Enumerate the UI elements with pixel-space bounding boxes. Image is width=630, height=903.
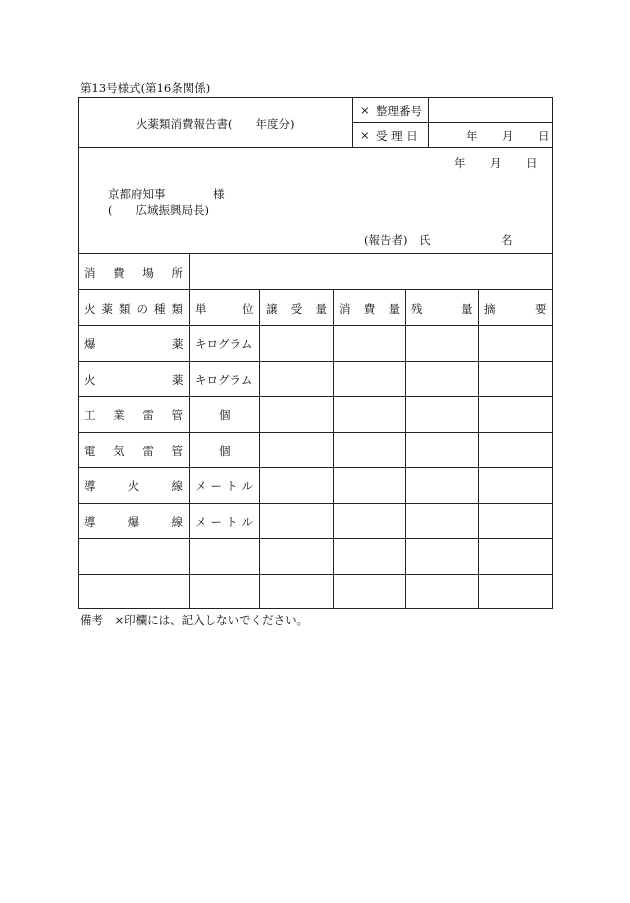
row-kind: 電 気 雷 管: [84, 444, 183, 458]
place-label: 消 費 場 所: [84, 266, 183, 280]
receipt-year: 年: [466, 129, 478, 143]
row-kind: 導 火 線: [84, 479, 183, 493]
row-rule: [78, 503, 553, 504]
governor-addressee: 京都府知事: [108, 187, 166, 201]
header-unit-a: 単: [195, 302, 207, 316]
report-month: 月: [490, 156, 502, 170]
place-top-rule: [78, 253, 553, 254]
header-remain-b: 量: [461, 302, 473, 316]
report-year: 年: [454, 156, 466, 170]
row-unit: メ ー ト ル: [195, 515, 253, 529]
row-rule: [78, 361, 553, 362]
receipt-month: 月: [502, 129, 514, 143]
form-number: 第13号様式(第16条関係): [80, 81, 211, 95]
uketsuke-label: 受 理 日: [376, 129, 418, 143]
header-kind: 火 薬 類 の 種 類: [84, 302, 183, 316]
seiri-bango-label: 整理番号: [376, 104, 422, 118]
row-rule: [78, 574, 553, 575]
row-kind-b: 薬: [172, 337, 184, 351]
header-mid-rule: [352, 122, 553, 123]
row-kind-a: 火: [84, 373, 96, 387]
report-title: 火薬類消費報告書( 年度分): [136, 117, 295, 131]
receipt-day: 日: [538, 129, 550, 143]
table-top-rule: [78, 289, 553, 290]
header-unit-b: 位: [242, 302, 254, 316]
col-line: [189, 289, 190, 609]
office-use-mark: ×: [360, 128, 370, 142]
header-bottom-rule: [78, 147, 553, 148]
honorific-sama: 様: [213, 187, 225, 201]
col-line: [405, 289, 406, 609]
row-unit: キログラム: [195, 373, 253, 387]
row-unit: 個: [219, 444, 231, 458]
header-remain-a: 残: [411, 302, 423, 316]
row-kind-a: 爆: [84, 337, 96, 351]
report-day: 日: [526, 156, 538, 170]
header-consumed: 消 費 量: [339, 302, 400, 316]
office-use-mark: ×: [360, 103, 370, 117]
row-unit: メ ー ト ル: [195, 479, 253, 493]
col-line: [333, 289, 334, 609]
name-suffix: 名: [501, 233, 513, 247]
col-line: [478, 289, 479, 609]
row-kind: 工 業 雷 管: [84, 408, 183, 422]
row-kind: 導 爆 線: [84, 515, 183, 529]
header-remarks-a: 摘: [484, 302, 496, 316]
header-remarks-b: 要: [535, 302, 547, 316]
col-line: [259, 289, 260, 609]
report-form: [78, 97, 553, 609]
row-rule: [78, 467, 553, 468]
place-divider: [189, 253, 190, 289]
row-rule: [78, 325, 553, 326]
row-rule: [78, 538, 553, 539]
row-unit: キログラム: [195, 337, 253, 351]
row-rule: [78, 432, 553, 433]
header-received: 譲 受 量: [266, 302, 327, 316]
row-rule: [78, 396, 553, 397]
row-kind-b: 薬: [172, 373, 184, 387]
reporter-label: (報告者) 氏: [364, 233, 431, 247]
bureau-addressee: ( 広域振興局長): [108, 203, 209, 217]
note: 備考 ×印欄には、記入しないでください。: [80, 613, 309, 627]
row-unit: 個: [219, 408, 231, 422]
